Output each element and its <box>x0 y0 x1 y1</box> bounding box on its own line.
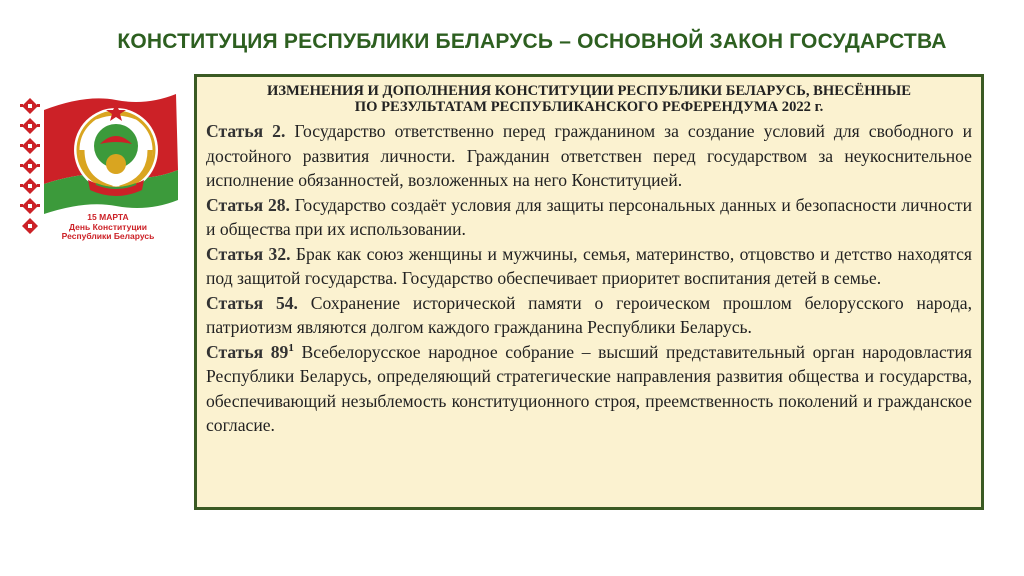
amendments-box <box>194 74 984 510</box>
caption-holiday: День Конституции <box>68 221 147 232</box>
article-text: Сохранение исторической памяти о героическом прошлом белорусского народа, патриотизм являются долгом каждого гражданина Республики Беларусь. <box>206 292 973 337</box>
article-text: Государство ответственно перед гражданином за создание условий для свободного и достойного развития личности. Гражданин ответствен перед государством за неукоснительное исполнение обязанностей, возложенных на него Конституцией. <box>206 121 972 190</box>
national-ornament <box>18 96 42 246</box>
article-title: Статья 28. <box>206 194 290 215</box>
caption-date: 15 МАРТА <box>87 212 129 222</box>
article-text: Всебелорусское народное собрание – высший представительный орган народовластия Республики Беларусь, определяющий стратегические направления развития общества и государства, обеспечивающий незыблемость конституционного строя, преемственность поколений и гражданское согласие. <box>206 341 972 435</box>
article-title: Статья 54. <box>206 292 298 313</box>
box-heading-line1: ИЗМЕНЕНИЯ И ДОПОЛНЕНИЯ КОНСТИТУЦИИ РЕСПУБЛИКИ БЕЛАРУСЬ, ВНЕСЁННЫЕ <box>267 83 911 99</box>
article-superscript: 1 <box>288 341 294 354</box>
logo-caption <box>48 213 168 242</box>
article-28 <box>206 193 972 242</box>
article-title: Статья 2. <box>206 121 286 141</box>
caption-country: Республики Беларусь <box>61 231 155 241</box>
box-heading <box>206 83 972 115</box>
article-text: Государство создаёт условия для защиты персональных данных и безопасности личности и общества при их использовании. <box>206 194 972 239</box>
article-54 <box>206 291 972 340</box>
box-heading-line2: ПО РЕЗУЛЬТАТАМ РЕСПУБЛИКАНСКОГО РЕФЕРЕНДУМА 2022 г. <box>354 99 824 115</box>
article-text: Брак как союз женщины и мужчины, семья, материнство, отцовство и детство находятся под защитой государства. Государство обеспечивает приоритет воспитания детей в семье. <box>206 243 972 288</box>
article-title: Статья 32. <box>206 243 291 264</box>
slide-title: КОНСТИТУЦИЯ РЕСПУБЛИКИ БЕЛАРУСЬ – ОСНОВНОЙ ЗАКОН ГОСУДАРСТВА <box>117 30 947 53</box>
article-2 <box>206 119 972 193</box>
article-title: Статья 89 <box>206 341 289 362</box>
article-89-1 <box>206 340 972 438</box>
article-32 <box>206 242 972 291</box>
